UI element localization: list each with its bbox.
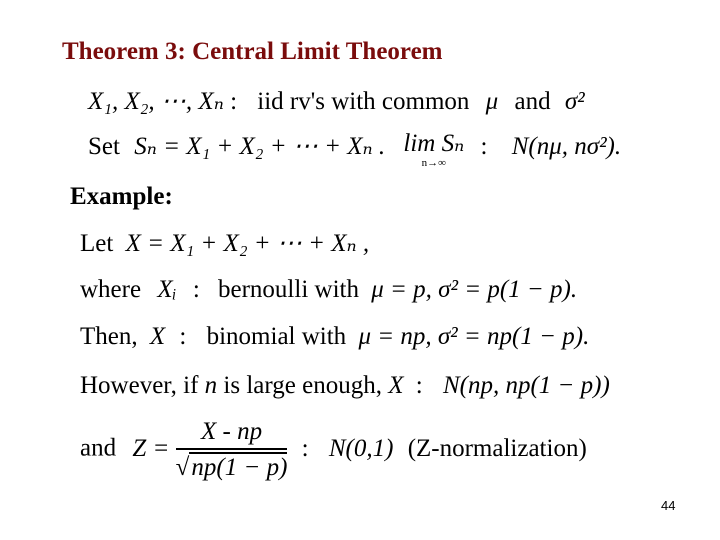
theorem-limit: [403, 131, 464, 169]
page-number: 44: [661, 498, 676, 513]
example-line-2: [80, 276, 577, 304]
theorem-and: and: [514, 88, 551, 115]
example-line-1: [80, 228, 369, 258]
theorem-limit-expression: lim Sₙ: [403, 130, 465, 157]
example-n: n: [204, 372, 218, 399]
example-let-expression: X = X₁ + X₂ + ⋯ + Xₙ ,: [125, 230, 370, 257]
theorem-line2-separator: :: [480, 133, 488, 160]
theorem-limit-subscript: n→∞: [421, 157, 446, 169]
example-then: Then,: [80, 323, 138, 350]
example-where: where: [80, 276, 142, 303]
z-denominator-expression: np(1 − p): [191, 454, 288, 481]
example-normal-approx: N(np, np(1 − p)): [442, 372, 610, 399]
z-denominator: √np(1 − p): [175, 454, 288, 481]
example-binomial-params: μ = np, σ² = np(1 − p).: [358, 323, 590, 350]
z-numerator: X - np: [176, 418, 288, 450]
slide-title: Theorem 3: Central Limit Theorem: [62, 38, 443, 65]
example-xi: Xᵢ: [157, 276, 177, 303]
example-label: Example:: [70, 183, 173, 210]
example-however: However, if: [80, 372, 199, 399]
theorem-sigma-squared: σ²: [564, 88, 585, 115]
example-z-normalization: (Z-normalization): [407, 434, 587, 462]
example-line3-separator: :: [179, 323, 187, 350]
example-binomial-text: binomial with: [206, 323, 347, 350]
example-line5-separator: :: [301, 434, 309, 462]
theorem-variables: X₁, X₂, ⋯, Xₙ: [88, 88, 224, 115]
example-line-5: [80, 418, 587, 482]
example-line4-separator: :: [415, 372, 423, 399]
theorem-set: Set: [88, 133, 120, 160]
example-bernoulli-params: μ = p, σ² = p(1 − p).: [371, 276, 578, 303]
example-bernoulli-text: bernoulli with: [218, 276, 359, 303]
example-and: and: [80, 434, 117, 462]
theorem-line-2: [88, 131, 621, 169]
theorem-sum-expression: Sₙ = X₁ + X₂ + ⋯ + Xₙ .: [134, 133, 386, 160]
example-line-3: [80, 323, 589, 351]
example-line-4: [80, 372, 610, 400]
theorem-separator: :: [230, 88, 238, 115]
theorem-mu: μ: [485, 88, 499, 115]
example-line2-separator: :: [192, 276, 200, 303]
example-x: X: [149, 323, 166, 350]
theorem-line-1: [88, 86, 585, 116]
example-let: Let: [80, 230, 114, 257]
z-fraction: [176, 418, 288, 482]
theorem-text: iid rv's with common: [257, 88, 470, 115]
example-line4-x: X: [388, 372, 404, 399]
theorem-distribution: N(nμ, nσ²).: [511, 133, 622, 160]
example-standard-normal: N(0,1): [328, 434, 394, 462]
example-large-enough: is large enough,: [223, 372, 382, 399]
example-z: Z =: [132, 434, 170, 462]
